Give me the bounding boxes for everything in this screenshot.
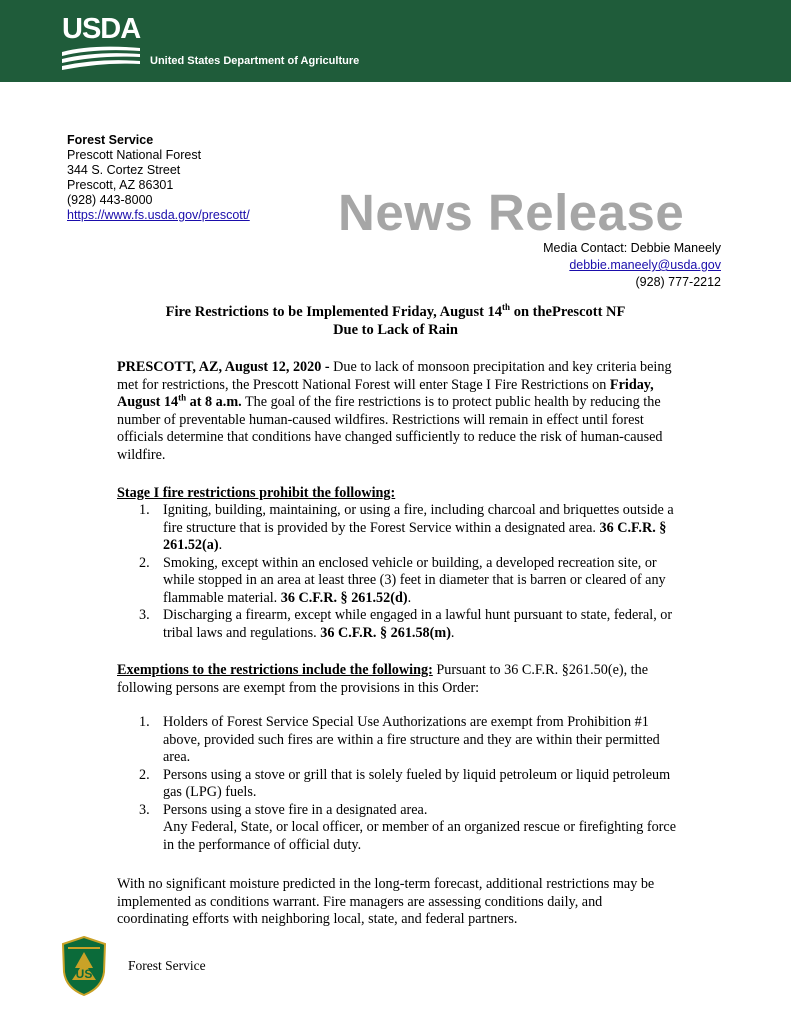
intro-bold-date: Friday, August 14	[117, 376, 654, 410]
stage-heading-text: Stage I fire restrictions prohibit the following:	[117, 485, 396, 501]
list-item-citation: 36 C.F.R. § 261.58(m)	[320, 624, 451, 641]
list-number: 2.	[139, 554, 150, 571]
address-city: Prescott, AZ 86301	[67, 178, 174, 192]
list-item-text: Igniting, building, maintaining, or using a fire, including charcoal and briquettes outside a fire structure that is provided by the Forest Service within a designated area.	[163, 502, 674, 536]
list-item	[117, 767, 677, 802]
list-item-text: Smoking, except within an enclosed vehicle or building, a developed recreation site, or while stopped in an area at least three (3) feet in diameter that is barren or cleared of any flammable material.	[163, 554, 666, 606]
news-release-title: News Release	[338, 184, 685, 241]
media-contact	[543, 240, 721, 291]
list-item-text: Persons using a stove fire in a designated area.	[163, 801, 428, 818]
list-number: 1.	[139, 714, 150, 730]
list-number: 3.	[139, 607, 150, 623]
usda-logo	[62, 14, 144, 74]
address-org: Forest Service	[67, 133, 154, 147]
headline-part1: Fire Restrictions to be Implemented Friday, August 14	[165, 304, 503, 320]
header-banner	[0, 0, 791, 82]
footer-agency: Forest Service	[128, 958, 206, 973]
list-item	[117, 555, 677, 608]
exemptions-label: Exemptions to the restrictions include the following:	[117, 662, 433, 678]
intro-bold-time: at 8 a.m.	[186, 394, 242, 410]
dateline: PRESCOTT, AZ, August 12, 2020 -	[117, 359, 330, 375]
media-contact-name: Media Contact: Debbie Maneely	[543, 241, 721, 255]
list-item-text: Persons using a stove or grill that is solely fueled by liquid petroleum or liquid petroleum gas (LPG) fuels.	[163, 766, 671, 800]
list-item-text: Discharging a firearm, except while engaged in a lawful hunt pursuant to state, federal, or tribal laws and regulations.	[163, 607, 673, 641]
headline-part2: on thePrescott NF	[510, 304, 626, 320]
list-item	[117, 714, 677, 767]
closing-paragraph: With no significant moisture predicted in the long-term forecast, additional restrictions may be implemented as conditions warrant. Fire managers are assessing conditions daily, and coordinating efforts with neighboring local, state, and federal partners.	[117, 876, 655, 927]
list-number: 3.	[139, 801, 150, 818]
list-item-citation: 36 C.F.R. § 261.52(d)	[280, 589, 408, 606]
intro-text1: Due to lack of monsoon precipitation and key criteria being met for restrictions, the Prescott National Forest will enter Stage I Fire Restrictions on	[117, 359, 672, 393]
office-address	[67, 133, 250, 223]
list-item	[117, 502, 677, 555]
media-email-link[interactable]: debbie.maneely@usda.gov	[569, 258, 721, 272]
headline	[90, 303, 701, 339]
intro-paragraph	[117, 359, 677, 464]
list-item-continuation: Any Federal, State, or local officer, or member of an organized rescue or firefighting force in the performance of official duty.	[163, 819, 676, 853]
list-item	[117, 607, 677, 642]
address-phone: (928) 443-8000	[67, 193, 153, 207]
usda-field-icon	[62, 44, 144, 74]
department-name: United States Department of Agriculture	[150, 55, 360, 67]
list-item-text: Holders of Forest Service Special Use Authorizations are exempt from Prohibition #1 above, provided such fires are within a fire structure and they are within their permitted area.	[163, 714, 660, 765]
exemptions-text: Pursuant to 36 C.F.R. §261.50(e), the following persons are exempt from the provisions in this Order:	[117, 662, 649, 696]
list-item-end: .	[218, 537, 223, 553]
list-number: 1.	[139, 502, 150, 518]
intro-text2: The goal of the fire restrictions is to protect public health by reducing the number of preventable human-caused wildfires. Restrictions will remain in effect until forest officials determine that conditions have changed sufficiently to reduce the risk of human-caused wildfire.	[117, 394, 663, 463]
media-phone: (928) 777-2212	[635, 275, 721, 289]
list-item-citation: 36 C.F.R. § 261.52(a)	[163, 519, 667, 553]
list-item	[117, 802, 677, 855]
headline-sup: th	[502, 302, 511, 313]
exemptions-paragraph	[117, 662, 677, 697]
list-number: 2.	[139, 766, 150, 783]
stage-heading	[117, 485, 677, 503]
usda-logo-text: USDA	[62, 13, 141, 45]
address-forest: Prescott National Forest	[67, 148, 202, 162]
list-item-end: .	[407, 589, 412, 606]
exemptions-list	[117, 714, 677, 854]
intro-sup: th	[178, 392, 187, 403]
headline-line2: Due to Lack of Rain	[333, 322, 458, 338]
shield-text: US	[75, 967, 93, 981]
forest-website-link[interactable]: https://www.fs.usda.gov/prescott/	[67, 208, 250, 222]
prohibitions-list	[117, 502, 677, 642]
list-item-end: .	[450, 624, 455, 641]
address-street: 344 S. Cortez Street	[67, 163, 181, 177]
forest-service-shield-icon	[62, 936, 106, 996]
